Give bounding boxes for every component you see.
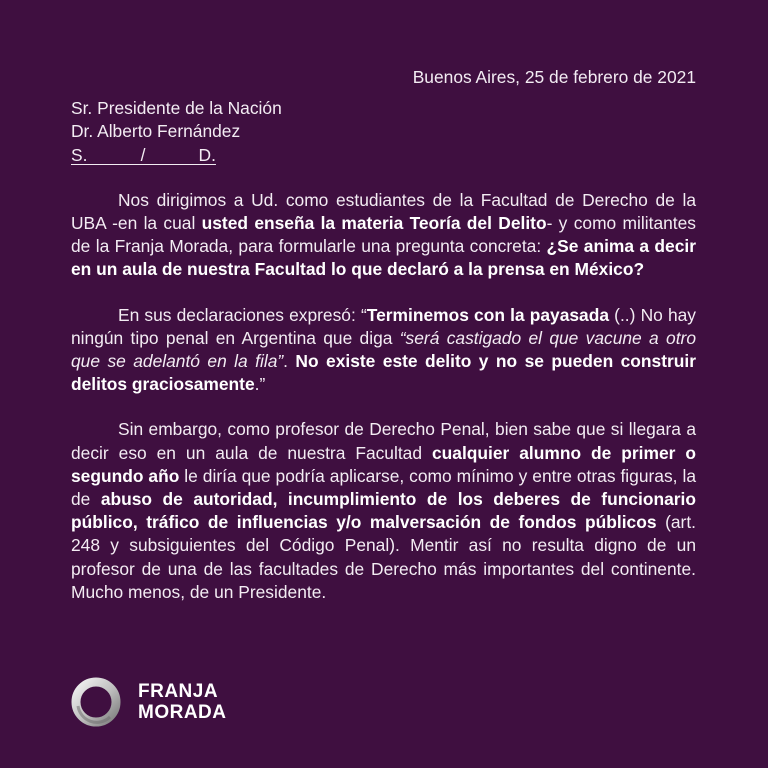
p1-text-2: - y como militantes de la Franja Morada, para formularle una pregunta concreta: <box>71 213 696 257</box>
recipient-title: Sr. Presidente de la Nación <box>71 98 282 119</box>
letter-body <box>71 66 696 604</box>
p2-bold-2: No existe este delito y no se pueden construir delitos graciosamente <box>71 351 696 395</box>
p3-bold-1: cualquier alumno de primer o segundo año <box>71 442 696 486</box>
p3-bold-2: abuso de autoridad, incumplimiento de los deberes de funcionario público, tráfico de influencias y/o malversación de fondos públicos <box>71 489 696 533</box>
logo-wordmark <box>138 681 227 723</box>
recipient-name: Dr. Alberto Fernández <box>71 121 241 142</box>
p2-text-2: (..) No hay ningún tipo penal en Argentina que diga <box>71 304 697 348</box>
p2-bold-1: Terminemos con la payasada <box>366 304 610 325</box>
p1-bold-2: ¿Se anima a decir en un aula de nuestra Facultad lo que declaró a la prensa en México? <box>71 236 697 280</box>
letter-date: Buenos Aires, 25 de febrero de 2021 <box>412 67 696 87</box>
logo-line-2: MORADA <box>138 702 227 723</box>
p2-text-1: En sus declaraciones expresó: “ <box>118 304 367 325</box>
p3-text-1: Sin embargo, como profesor de Derecho Penal, bien sabe que si llegara a decir eso en un aula de nuestra Facultad <box>71 419 696 463</box>
su-despacho-line: S. / D. <box>71 144 216 165</box>
paragraph-2 <box>71 304 696 397</box>
paragraph-3 <box>71 418 696 604</box>
p2-italic-1: “será castigado el que vacune a otro que se adelantó en la fila” <box>71 327 697 372</box>
p1-bold-1: usted enseña la materia Teoría del Delito <box>201 213 547 234</box>
paragraph-1 <box>71 189 696 282</box>
p3-text-2: le diría que podría aplicarse, como mínimo y entre otras figuras, la de <box>71 465 696 510</box>
p1-text-1: Nos dirigimos a Ud. como estudiantes de la Facultad de Derecho de la UBA -en la cual <box>71 189 696 234</box>
franja-morada-logo <box>70 677 227 727</box>
ring-logo-icon <box>70 676 122 728</box>
p2-text-4: .” <box>254 374 266 395</box>
p3-text-3: (art. 248 y subsiguientes del Código Penal). Mentir así no resulta digno de un profesor de una de las facultades de Derecho más importantes del continente. Mucho menos, de un Presidente. <box>71 512 696 602</box>
logo-line-1: FRANJA <box>138 681 219 702</box>
p2-text-3: . <box>283 351 296 372</box>
